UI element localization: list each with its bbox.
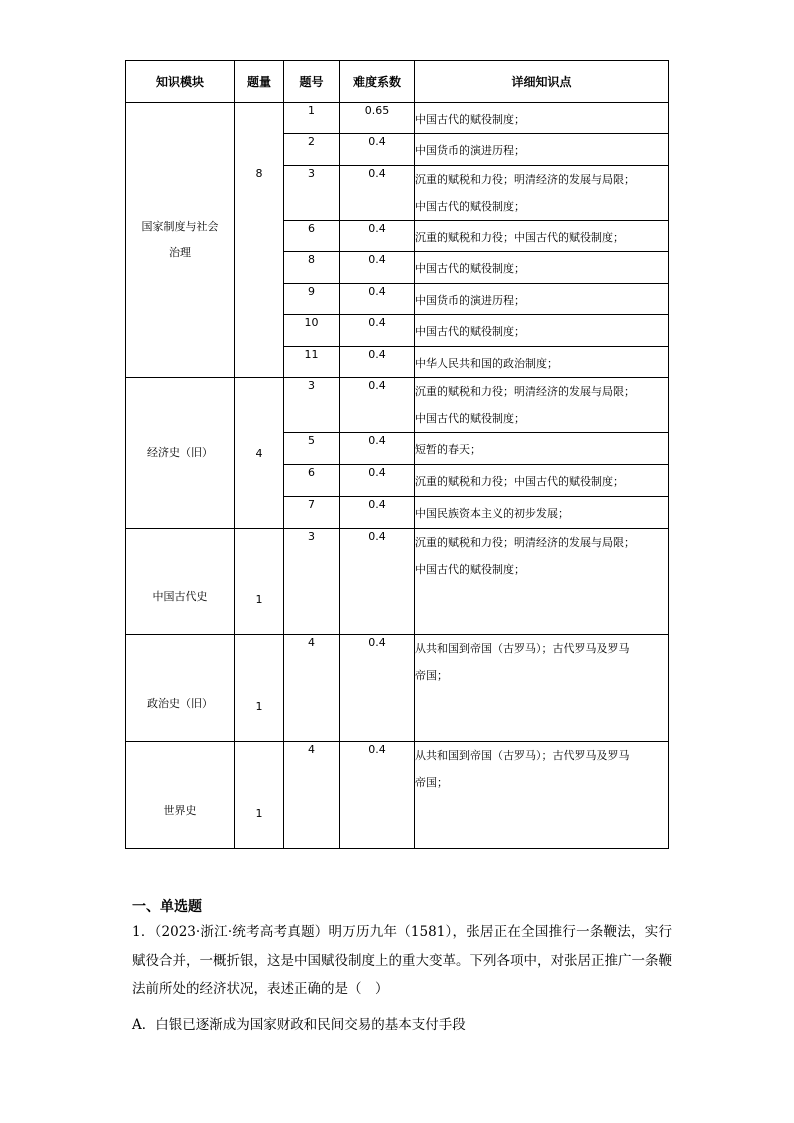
table-row bbox=[126, 103, 669, 134]
question-no-cell: 4 bbox=[284, 635, 340, 742]
difficulty-cell: 0.4 bbox=[340, 284, 415, 315]
module-name-cell bbox=[126, 378, 235, 529]
knowledge-detail-cell bbox=[415, 166, 669, 221]
difficulty-cell: 0.4 bbox=[340, 497, 415, 529]
question-no-cell: 8 bbox=[284, 252, 340, 284]
knowledge-point-line: 中国古代的赋役制度； bbox=[415, 412, 525, 425]
header-difficulty: 难度系数 bbox=[340, 61, 415, 103]
difficulty-cell: 0.4 bbox=[340, 315, 415, 347]
question-no-cell: 4 bbox=[284, 742, 340, 849]
knowledge-point-line: 中华人民共和国的政治制度； bbox=[415, 357, 558, 370]
question-count-cell: 4 bbox=[235, 378, 284, 529]
module-name-cell bbox=[126, 103, 235, 378]
knowledge-detail-cell bbox=[415, 252, 669, 284]
question-no-cell: 3 bbox=[284, 529, 340, 635]
question-stem: 1．（2023·浙江·统考高考真题）明万历九年（1581），张居正在全国推行一条鞭法，实行赋役合并，一概折银，这是中国赋役制度上的重大变革。下列各项中，对张居正推广一条鞭法前所处的经济状况，表述正确的是（ ） bbox=[132, 924, 672, 997]
table-row bbox=[126, 635, 669, 742]
knowledge-point-line: 中国古代的赋役制度； bbox=[415, 200, 525, 213]
module-name-cell bbox=[126, 742, 235, 849]
difficulty-cell: 0.4 bbox=[340, 347, 415, 378]
question-no-cell: 11 bbox=[284, 347, 340, 378]
knowledge-detail-cell bbox=[415, 221, 669, 252]
table-row bbox=[126, 742, 669, 849]
knowledge-point-line: 中国货币的演进历程； bbox=[415, 144, 525, 157]
knowledge-module-table bbox=[125, 60, 669, 849]
difficulty-cell: 0.4 bbox=[340, 221, 415, 252]
module-name-cell bbox=[126, 529, 235, 635]
question-no-cell: 3 bbox=[284, 166, 340, 221]
table-row bbox=[126, 529, 669, 635]
difficulty-cell: 0.4 bbox=[340, 134, 415, 166]
question-count-cell: 1 bbox=[235, 635, 284, 742]
question-count-cell: 8 bbox=[235, 103, 284, 378]
module-name-line: 中国古代史 bbox=[152, 590, 208, 603]
knowledge-detail-cell bbox=[415, 529, 669, 635]
question-no-cell: 7 bbox=[284, 497, 340, 529]
knowledge-point-line: 中国民族资本主义的初步发展； bbox=[415, 507, 569, 520]
question-no-cell: 5 bbox=[284, 433, 340, 465]
difficulty-cell: 0.65 bbox=[340, 103, 415, 134]
knowledge-point-line: 帝国； bbox=[415, 669, 448, 682]
difficulty-cell: 0.4 bbox=[340, 742, 415, 849]
knowledge-detail-cell bbox=[415, 497, 669, 529]
knowledge-detail-cell bbox=[415, 284, 669, 315]
difficulty-cell: 0.4 bbox=[340, 635, 415, 742]
knowledge-point-line: 沉重的赋税和力役；明清经济的发展与局限； bbox=[415, 385, 635, 398]
difficulty-cell: 0.4 bbox=[340, 378, 415, 433]
question-no-cell: 3 bbox=[284, 378, 340, 433]
module-name-cell bbox=[126, 635, 235, 742]
module-name-line: 治理 bbox=[169, 246, 191, 259]
table-header-row bbox=[126, 61, 669, 103]
knowledge-point-line: 中国古代的赋役制度； bbox=[415, 563, 525, 576]
knowledge-detail-cell bbox=[415, 742, 669, 849]
module-name-line: 政治史（旧） bbox=[147, 697, 213, 710]
knowledge-detail-cell bbox=[415, 465, 669, 497]
module-name-line: 国家制度与社会 bbox=[141, 220, 219, 233]
knowledge-detail-cell bbox=[415, 433, 669, 465]
question-count-cell: 1 bbox=[235, 529, 284, 635]
knowledge-point-line: 中国古代的赋役制度； bbox=[415, 325, 525, 338]
knowledge-detail-cell bbox=[415, 635, 669, 742]
knowledge-point-line: 短暂的春天； bbox=[415, 443, 481, 456]
question-option-a: A．白银已逐渐成为国家财政和民间交易的基本支付手段 bbox=[132, 1017, 466, 1033]
header-count: 题量 bbox=[235, 61, 284, 103]
knowledge-detail-cell bbox=[415, 103, 669, 134]
question-no-cell: 10 bbox=[284, 315, 340, 347]
knowledge-point-line: 从共和国到帝国（古罗马）；古代罗马及罗马 bbox=[415, 749, 630, 762]
knowledge-point-line: 中国古代的赋役制度； bbox=[415, 262, 525, 275]
question-no-cell: 6 bbox=[284, 465, 340, 497]
module-name-line: 经济史（旧） bbox=[147, 446, 213, 459]
question-no-cell: 6 bbox=[284, 221, 340, 252]
header-module: 知识模块 bbox=[126, 61, 235, 103]
difficulty-cell: 0.4 bbox=[340, 433, 415, 465]
knowledge-point-line: 沉重的赋税和力役；明清经济的发展与局限； bbox=[415, 173, 635, 186]
knowledge-point-line: 沉重的赋税和力役；中国古代的赋役制度； bbox=[415, 231, 624, 244]
knowledge-point-line: 从共和国到帝国（古罗马）；古代罗马及罗马 bbox=[415, 642, 630, 655]
question-count-cell: 1 bbox=[235, 742, 284, 849]
difficulty-cell: 0.4 bbox=[340, 166, 415, 221]
difficulty-cell: 0.4 bbox=[340, 465, 415, 497]
section-title: 一、单选题 bbox=[132, 899, 202, 915]
knowledge-detail-cell bbox=[415, 378, 669, 433]
knowledge-point-line: 中国货币的演进历程； bbox=[415, 294, 525, 307]
knowledge-detail-cell bbox=[415, 134, 669, 166]
question-no-cell: 1 bbox=[284, 103, 340, 134]
knowledge-detail-cell bbox=[415, 347, 669, 378]
knowledge-point-line: 沉重的赋税和力役；明清经济的发展与局限； bbox=[415, 536, 635, 549]
question-no-cell: 2 bbox=[284, 134, 340, 166]
knowledge-detail-cell bbox=[415, 315, 669, 347]
knowledge-point-line: 中国古代的赋役制度； bbox=[415, 113, 525, 126]
knowledge-point-line: 沉重的赋税和力役；中国古代的赋役制度； bbox=[415, 475, 624, 488]
question-no-cell: 9 bbox=[284, 284, 340, 315]
knowledge-point-line: 帝国； bbox=[415, 776, 448, 789]
header-detail: 详细知识点 bbox=[415, 61, 669, 103]
header-question-no: 题号 bbox=[284, 61, 340, 103]
module-name-line: 世界史 bbox=[163, 804, 197, 817]
difficulty-cell: 0.4 bbox=[340, 252, 415, 284]
difficulty-cell: 0.4 bbox=[340, 529, 415, 635]
table-row bbox=[126, 378, 669, 433]
table-body bbox=[126, 103, 669, 849]
